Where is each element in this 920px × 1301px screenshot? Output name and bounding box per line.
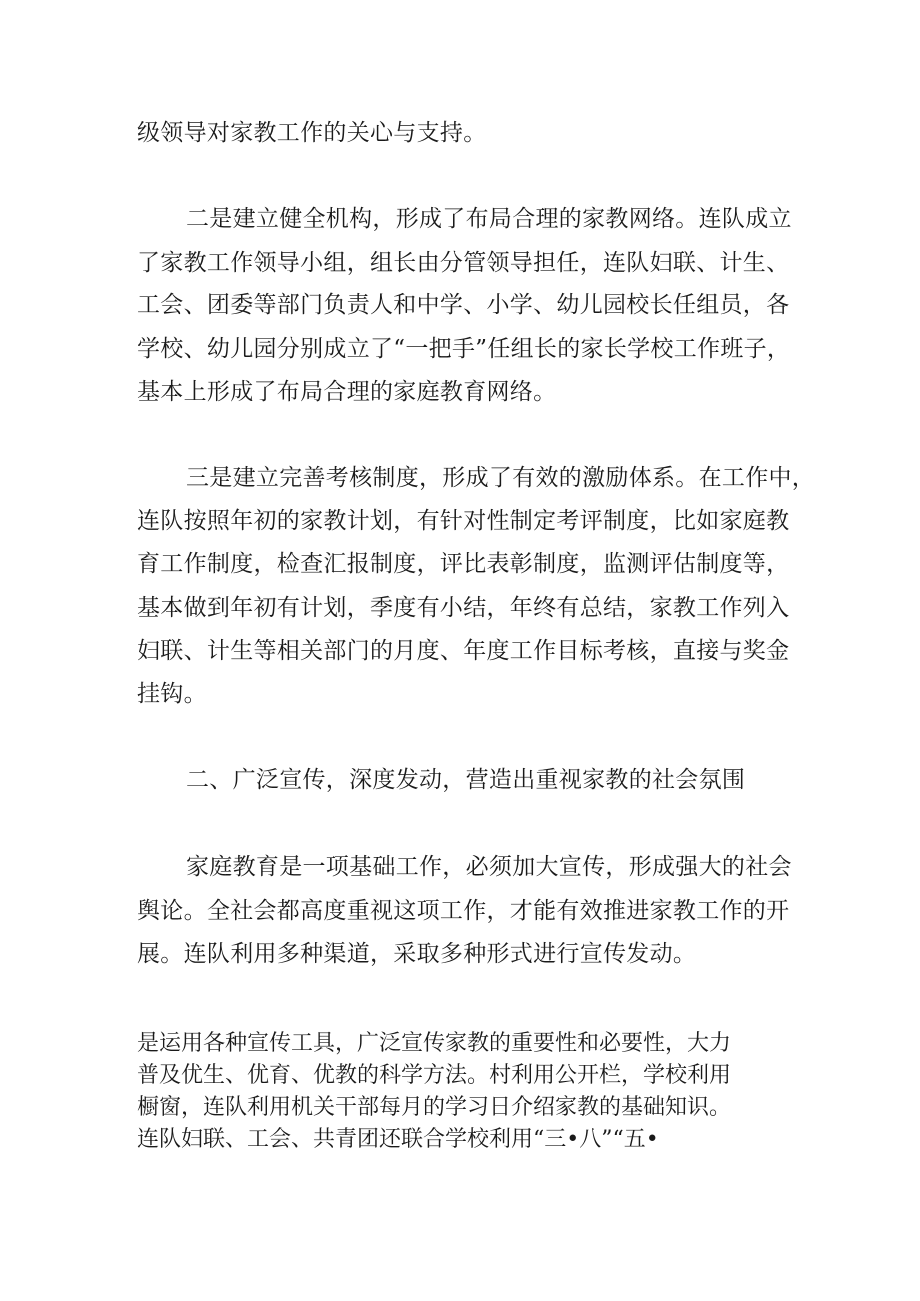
- text-line: 工会、团委等部门负责人和中学、小学、幼儿园校长任组员，各: [137, 292, 790, 318]
- text-line: 妇联、计生等相关部门的月度、年度工作目标考核，直接与奖金: [137, 638, 790, 664]
- text-line: 基本上形成了布局合理的家庭教育网络。: [137, 379, 557, 405]
- text-line: 普及优生、优育、优教的科学方法。村利用公开栏，学校利用: [137, 1063, 732, 1088]
- text-line: 级领导对家教工作的关心与支持。: [137, 120, 487, 146]
- text-line: 挂钩。: [137, 681, 207, 707]
- text-line: 二、广泛宣传，深度发动，营造出重视家教的社会氛围: [186, 767, 746, 793]
- text-line: 连队按照年初的家教计划，有针对性制定考评制度，比如家庭教: [137, 508, 790, 534]
- text-line: 展。连队利用多种渠道，采取多种形式进行宣传发动。: [137, 941, 697, 967]
- text-line: 三是建立完善考核制度，形成了有效的激励体系。在工作中，: [186, 465, 816, 491]
- text-line: 是运用各种宣传工具，广泛宣传家教的重要性和必要性，大力: [137, 1031, 732, 1056]
- text-line: 了家教工作领导小组，组长由分管领导担任，连队妇联、计生、: [137, 250, 790, 276]
- text-line: 舆论。全社会都高度重视这项工作，才能有效推进家教工作的开: [137, 898, 790, 924]
- text-line: 家庭教育是一项基础工作，必须加大宣传，形成强大的社会: [186, 854, 792, 880]
- text-line: 学校、幼儿园分别成立了“一把手”任组长的家长学校工作班子，: [137, 336, 791, 362]
- text-line: 育工作制度，检查汇报制度，评比表彰制度，监测评估制度等，: [137, 551, 790, 577]
- text-line: 基本做到年初有计划，季度有小结，年终有总结，家教工作列入: [137, 595, 790, 621]
- text-line: 橱窗，连队利用机关干部每月的学习日介绍家教的基础知识。: [137, 1095, 732, 1120]
- text-line: 连队妇联、工会、共青团还联合学校利用“三•八”“五•: [137, 1127, 659, 1152]
- text-line: 二是建立健全机构，形成了布局合理的家教网络。连队成立: [186, 206, 792, 232]
